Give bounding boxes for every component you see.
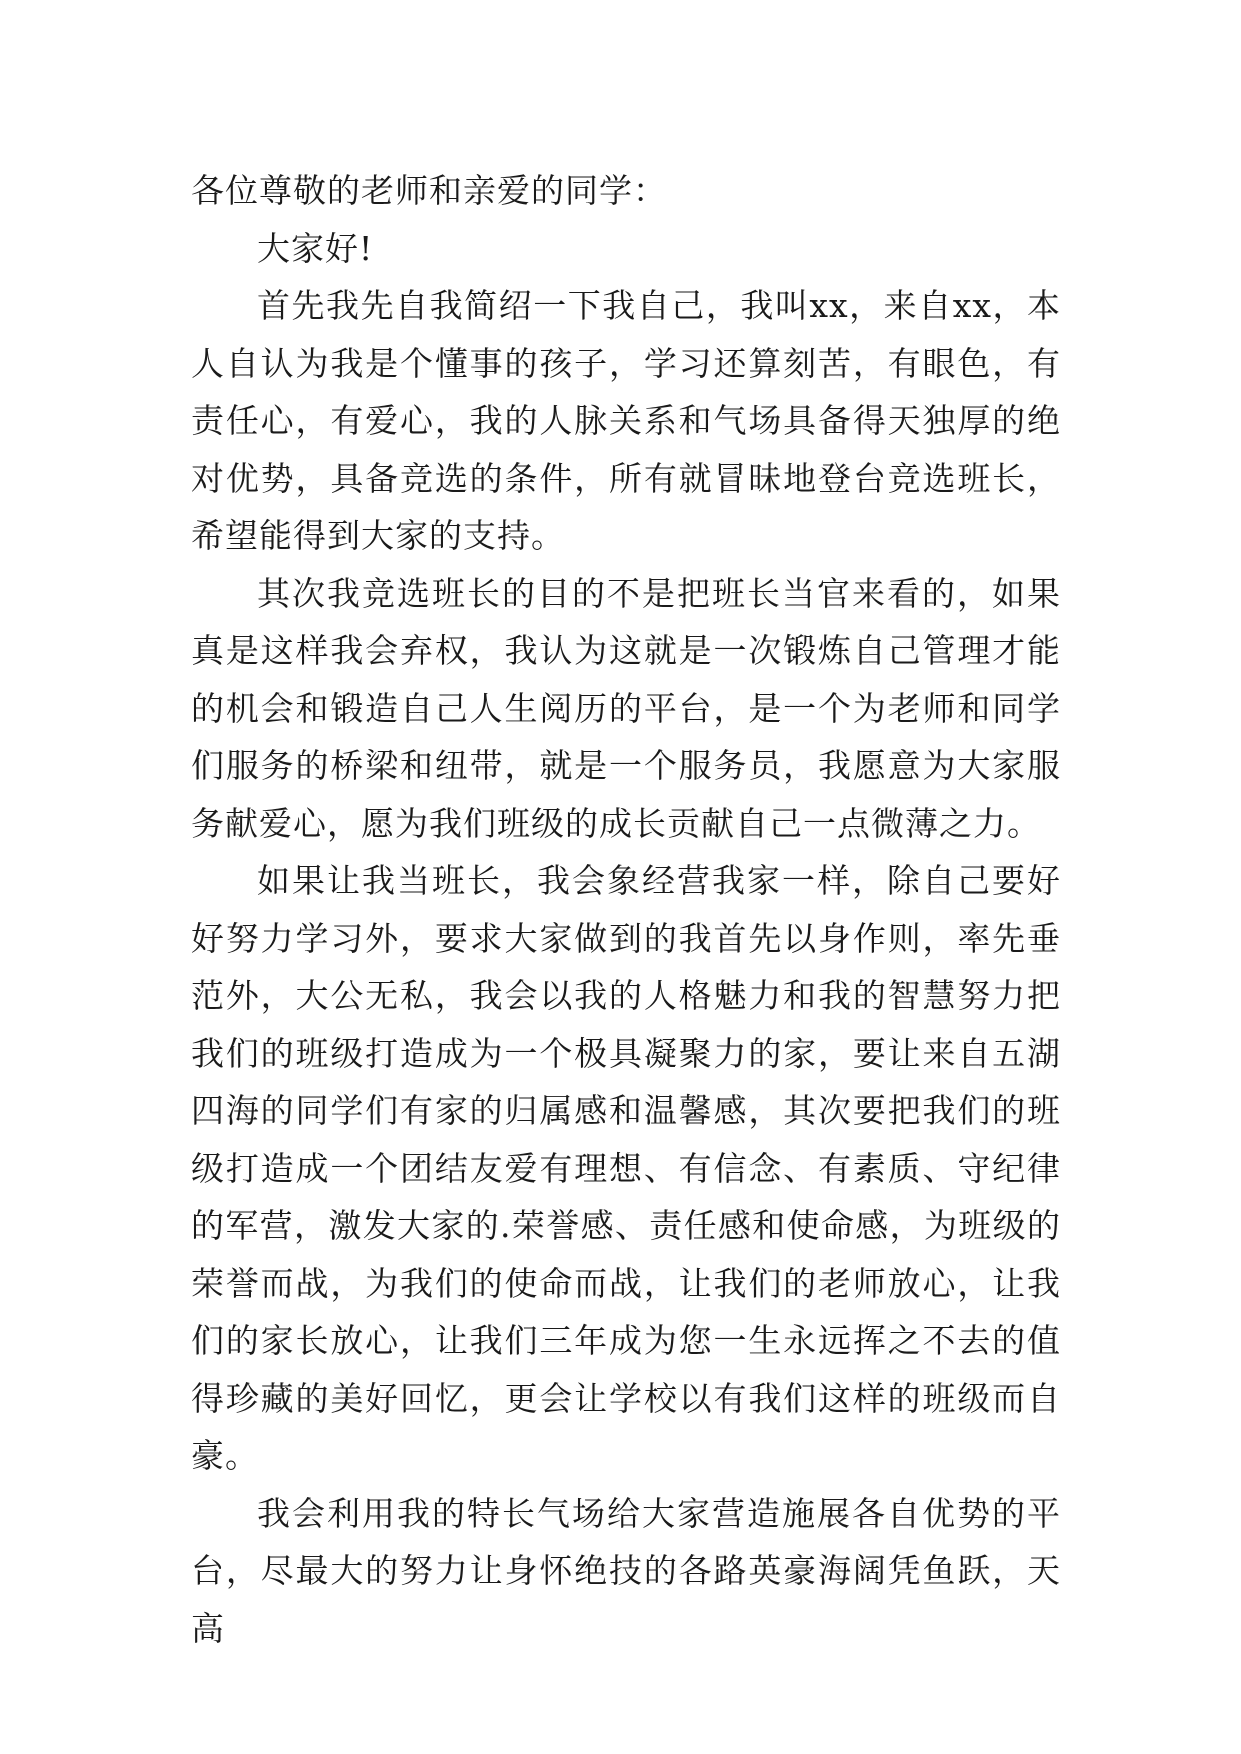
greeting: 大家好! <box>257 228 374 268</box>
document-body <box>191 162 1061 1657</box>
paragraph-introduction: 首先我先自我简绍一下我自己，我叫xx，来自xx，本人自认为我是个懂事的孩子，学习还算刻苦，有眼色，有责任心，有爱心，我的人脉关系和气场具备得天独厚的绝对优势，具备竞选的条件，所有就冒昧地登台竞选班长，希望能得到大家的支持。 <box>191 286 1061 555</box>
paragraph-plan: 如果让我当班长，我会象经营我家一样，除自己要好好努力学习外，要求大家做到的我首先以身作则，率先垂范外，大公无私，我会以我的人格魅力和我的智慧努力把我们的班级打造成为一个极具凝聚力的家，要让来自五湖四海的同学们有家的归属感和温馨感，其次要把我们的班级打造成一个团结友爱有理想、有信念、有素质、守纪律的军营，激发大家的.荣誉感、责任感和使命感，为班级的荣誉而战，为我们的使命而战，让我们的老师放心，让我们的家长放心，让我们三年成为您一生永远挥之不去的值得珍藏的美好回忆，更会让学校以有我们这样的班级而自豪。 <box>191 861 1061 1475</box>
paragraph-platform: 我会利用我的特长气场给大家营造施展各自优势的平台，尽最大的努力让身怀绝技的各路英豪海阔凭鱼跃，天高 <box>191 1493 1061 1648</box>
paragraph-purpose: 其次我竞选班长的目的不是把班长当官来看的，如果真是这样我会弃权，我认为这就是一次锻炼自己管理才能的机会和锻造自己人生阅历的平台，是一个为老师和同学们服务的桥梁和纽带，就是一个服务员，我愿意为大家服务献爱心，愿为我们班级的成长贡献自己一点微薄之力。 <box>191 573 1061 843</box>
salutation: 各位尊敬的老师和亲爱的同学： <box>191 171 667 210</box>
